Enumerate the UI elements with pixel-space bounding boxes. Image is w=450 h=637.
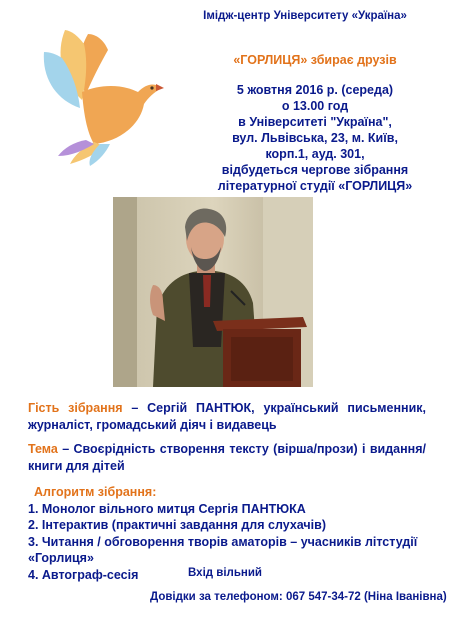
- event-address: вул. Львівська, 23, м. Київ,: [232, 131, 398, 145]
- event-studio: літературної студії «ГОРЛИЦЯ»: [217, 179, 413, 193]
- event-time: о 13.00 год: [281, 99, 349, 113]
- guest-label: Гість зібрання: [28, 401, 123, 415]
- algorithm-item: 1. Монолог вільного митця Сергія ПАНТЮКА: [28, 501, 306, 516]
- guest-text: – Сергій ПАНТЮК, український письменник, журналіст, громадський діяч і видавець: [28, 401, 426, 432]
- topic-label: Тема: [28, 442, 58, 456]
- guest-block: [28, 400, 426, 433]
- event-tagline: «ГОРЛИЦЯ» збирає друзів: [233, 53, 397, 67]
- event-venue: в Університеті "Україна",: [238, 115, 392, 129]
- speaker-photo: [113, 197, 313, 387]
- algorithm-item: 2. Інтерактив (практичні завдання для слухачів): [28, 518, 326, 532]
- algorithm-item: 3. Читання / обговорення творів аматорів – учасників літстудії «Горлиця»: [28, 534, 418, 565]
- dove-icon: [30, 22, 165, 167]
- algorithm-heading: Алгоритм зібрання:: [34, 485, 157, 499]
- algorithm-item: 4. Автограф-сесія: [28, 567, 139, 582]
- free-entry-note: Вхід вільний: [188, 567, 262, 579]
- contact-info: Довідки за телефоном: 067 547-34-72 (Ніна Іванівна): [150, 591, 447, 603]
- event-announcement: відбудеться чергове зібрання: [221, 163, 409, 177]
- topic-block: [28, 441, 426, 474]
- event-room: корп.1, ауд. 301,: [265, 147, 365, 161]
- topic-text: – Своєрідність створення тексту (вірша/прози) і видання/книги для дітей: [28, 442, 426, 473]
- event-details: [200, 82, 430, 194]
- event-date: 5 жовтня 2016 р. (середа): [236, 83, 394, 97]
- organizer-name: Імідж-центр Університету «Україна»: [203, 10, 407, 22]
